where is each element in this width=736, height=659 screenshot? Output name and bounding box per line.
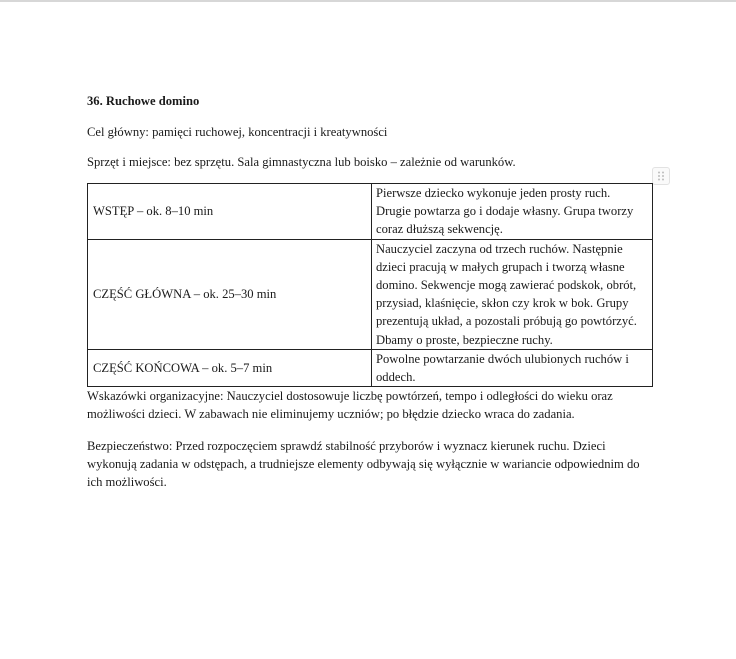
table-row [88, 239, 653, 349]
safety-paragraph: Bezpieczeństwo: Przed rozpoczęciem sprawdź stabilność przyborów i wyznacz kierunek ruchu. Dzieci wykonują zadania w odstępach, a trudniejsze elementy odbywają się wyłącznie w wariancie odpowiednim do ich możliwości. [87, 439, 640, 490]
table-row [88, 349, 653, 386]
description-cell[interactable]: Pierwsze dziecko wykonuje jeden prosty ruch. Drugie powtarza go i dodaje własny. Grupa tworzy coraz dłuższą sekwencję. [372, 184, 653, 240]
phase-cell[interactable]: WSTĘP – ok. 8–10 min [88, 184, 372, 240]
document-page [87, 93, 652, 491]
table-row [88, 184, 653, 240]
organizational-tips-paragraph: Wskazówki organizacyjne: Nauczyciel dostosowuje liczbę powtórzeń, tempo i odległości do wieku oraz możliwości dzieci. W zabawach nie eliminujemy uczniów; po błędzie dziecko wraca do zadania. [87, 389, 613, 422]
drag-handle-icon [657, 171, 665, 181]
document-title: 36. Ruchowe domino [87, 94, 200, 108]
phase-cell[interactable]: CZĘŚĆ GŁÓWNA – ok. 25–30 min [88, 239, 372, 349]
top-border [0, 0, 736, 2]
goal-paragraph: Cel główny: pamięci ruchowej, koncentracji i kreatywności [87, 125, 388, 139]
phase-cell[interactable]: CZĘŚĆ KOŃCOWA – ok. 5–7 min [88, 349, 372, 386]
lesson-plan-table [87, 183, 653, 387]
equipment-paragraph: Sprzęt i miejsce: bez sprzętu. Sala gimnastyczna lub boisko – zależnie od warunków. [87, 155, 516, 169]
description-cell[interactable]: Nauczyciel zaczyna od trzech ruchów. Następnie dzieci pracują w małych grupach i tworzą własne domino. Sekwencje mogą zawierać podskok, obrót, przysiad, klaśnięcie, skłon czy krok w bok. Grupy prezentują układ, a pozostali próbują go powtórzyć. Dbamy o proste, bezpieczne ruchy. [372, 239, 653, 349]
description-cell[interactable]: Powolne powtarzanie dwóch ulubionych ruchów i oddech. [372, 349, 653, 386]
table-drag-handle[interactable] [652, 167, 670, 185]
